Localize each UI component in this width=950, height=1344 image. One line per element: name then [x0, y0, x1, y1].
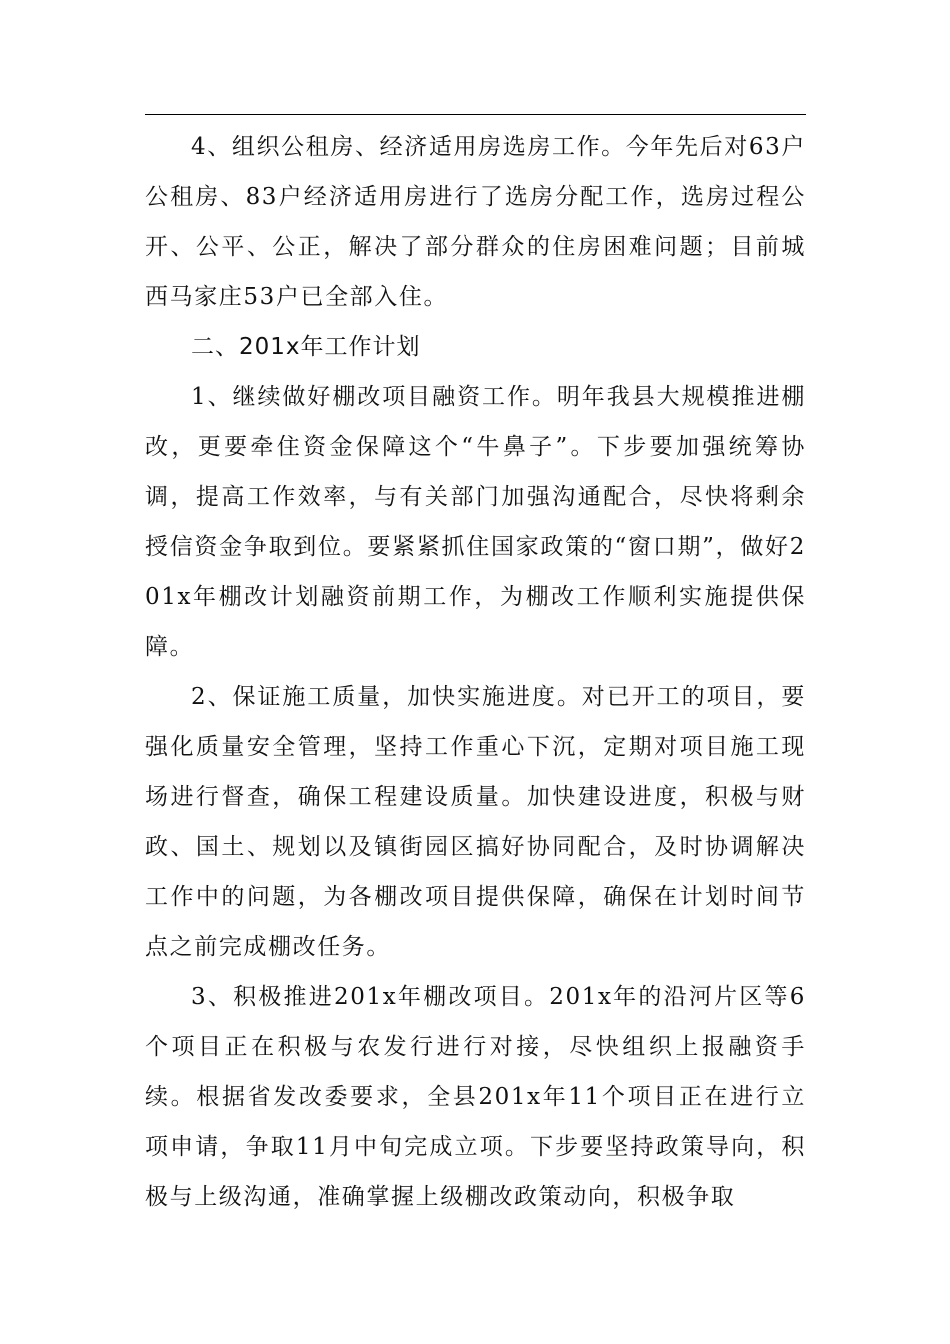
paragraph-plan-3: 3、积极推进201x年棚改项目。201x年的沿河片区等6个项目正在积极与农发行进行对接，尽快组织上报融资手续。根据省发改委要求，全县201x年11个项目正在进行立项申请，争取11月中旬完成立项。下步要坚持政策导向，积极与上级沟通，准确掌握上级棚改政策动向，积极争取 — [145, 984, 806, 1210]
section-heading-plan: 二、201x年工作计划 — [191, 334, 421, 360]
paragraph-plan-1: 1、继续做好棚改项目融资工作。明年我县大规模推进棚改，更要牵住资金保障这个“牛鼻子”。下步要加强统筹协调，提高工作效率，与有关部门加强沟通配合，尽快将剩余授信资金争取到位。要紧紧抓住国家政策的“窗口期”，做好201x年棚改计划融资前期工作，为棚改工作顺利实施提供保障。 — [145, 384, 806, 660]
document-body — [145, 122, 806, 1222]
paragraph-item-4: 4、组织公租房、经济适用房选房工作。今年先后对63户公租房、83户经济适用房进行了选房分配工作，选房过程公开、公平、公正，解决了部分群众的住房困难问题；目前城西马家庄53户已全部入住。 — [145, 134, 806, 310]
header-rule — [145, 114, 806, 115]
paragraph-plan-2: 2、保证施工质量，加快实施进度。对已开工的项目，要强化质量安全管理，坚持工作重心下沉，定期对项目施工现场进行督查，确保工程建设质量。加快建设进度，积极与财政、国土、规划以及镇街园区搞好协同配合，及时协调解决工作中的问题，为各棚改项目提供保障，确保在计划时间节点之前完成棚改任务。 — [145, 684, 806, 960]
